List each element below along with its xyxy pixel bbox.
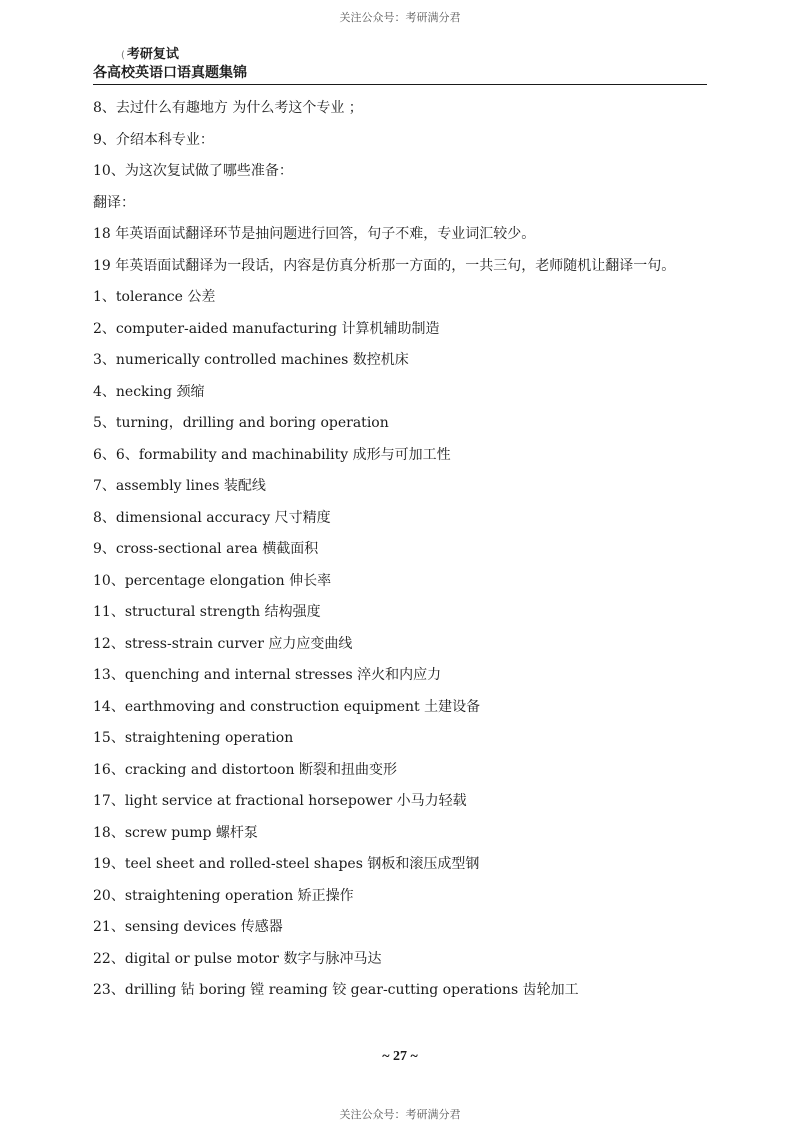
list-item: 15、straightening operation — [93, 730, 294, 746]
list-item: 5、turning，drilling and boring operation — [93, 415, 389, 431]
list-item: 12、stress-strain curver 应力应变曲线 — [93, 635, 353, 652]
text-line: 10、为这次复试做了哪些准备： — [93, 163, 293, 179]
list-item: 6、6、formability and machinability 成形与可加工性 — [93, 446, 451, 463]
list-item: 9、cross-sectional area 横截面积 — [93, 541, 319, 557]
text-line: 18 年英语面试翻译环节是抽问题进行回答，句子不难，专业词汇较少。 — [93, 226, 536, 242]
header-subtitle: 各高校英语口语真题集锦 — [93, 65, 247, 81]
list-item: 10、percentage elongation 伸长率 — [93, 572, 332, 589]
page-number: ~ 27 ~ — [382, 1049, 418, 1064]
list-item: 11、structural strength 结构强度 — [93, 604, 321, 620]
list-item: 16、cracking and distortoon 断裂和扭曲变形 — [93, 761, 398, 778]
list-item: 17、light service at fractional horsepower 小马力轻载 — [93, 793, 467, 809]
header-rule — [93, 84, 707, 85]
list-item: 21、sensing devices 传感器 — [93, 919, 283, 935]
header-title: 考研复试 — [126, 47, 179, 62]
text-line: 8、去过什么有趣地方 为什么考这个专业 ； — [93, 100, 363, 116]
list-item: 19、teel sheet and rolled-steel shapes 钢板和滚压成型钢 — [93, 856, 480, 872]
list-item: 22、digital or pulse motor 数字与脉冲马达 — [93, 950, 382, 967]
header-title-line — [93, 46, 707, 64]
list-item: 13、quenching and internal stresses 淬火和内应力 — [93, 667, 442, 683]
section-heading: 翻译： — [93, 194, 135, 211]
list-item: 4、necking 颈缩 — [93, 383, 205, 400]
document-header — [93, 46, 707, 85]
list-item: 2、computer-aided manufacturing 计算机辅助制造 — [93, 320, 440, 337]
list-item: 7、assembly lines 装配线 — [93, 478, 266, 494]
text-line: 9、介绍本科专业： — [93, 131, 214, 148]
watermark-top: 关注公众号：考研满分君 — [339, 11, 461, 24]
list-item: 18、screw pump 螺杆泵 — [93, 824, 258, 841]
document-body — [93, 93, 713, 1007]
header-mark: ( — [121, 50, 125, 61]
list-item: 3、numerically controlled machines 数控机床 — [93, 352, 409, 368]
watermark-bottom: 关注公众号：考研满分君 — [339, 1108, 461, 1121]
list-item: 23、drilling 钻 boring 镗 reaming 铰 gear-cutting operations 齿轮加工 — [93, 982, 579, 998]
list-item: 8、dimensional accuracy 尺寸精度 — [93, 509, 331, 526]
text-paragraph: 19 年英语面试翻译为一段话，内容是仿真分析那一方面的，一共三句，老师随机让翻译一句。 — [93, 257, 676, 274]
list-item: 14、earthmoving and construction equipment 土建设备 — [93, 698, 481, 715]
list-item: 20、straightening operation 矫正操作 — [93, 887, 354, 904]
list-item: 1、tolerance 公差 — [93, 289, 216, 305]
